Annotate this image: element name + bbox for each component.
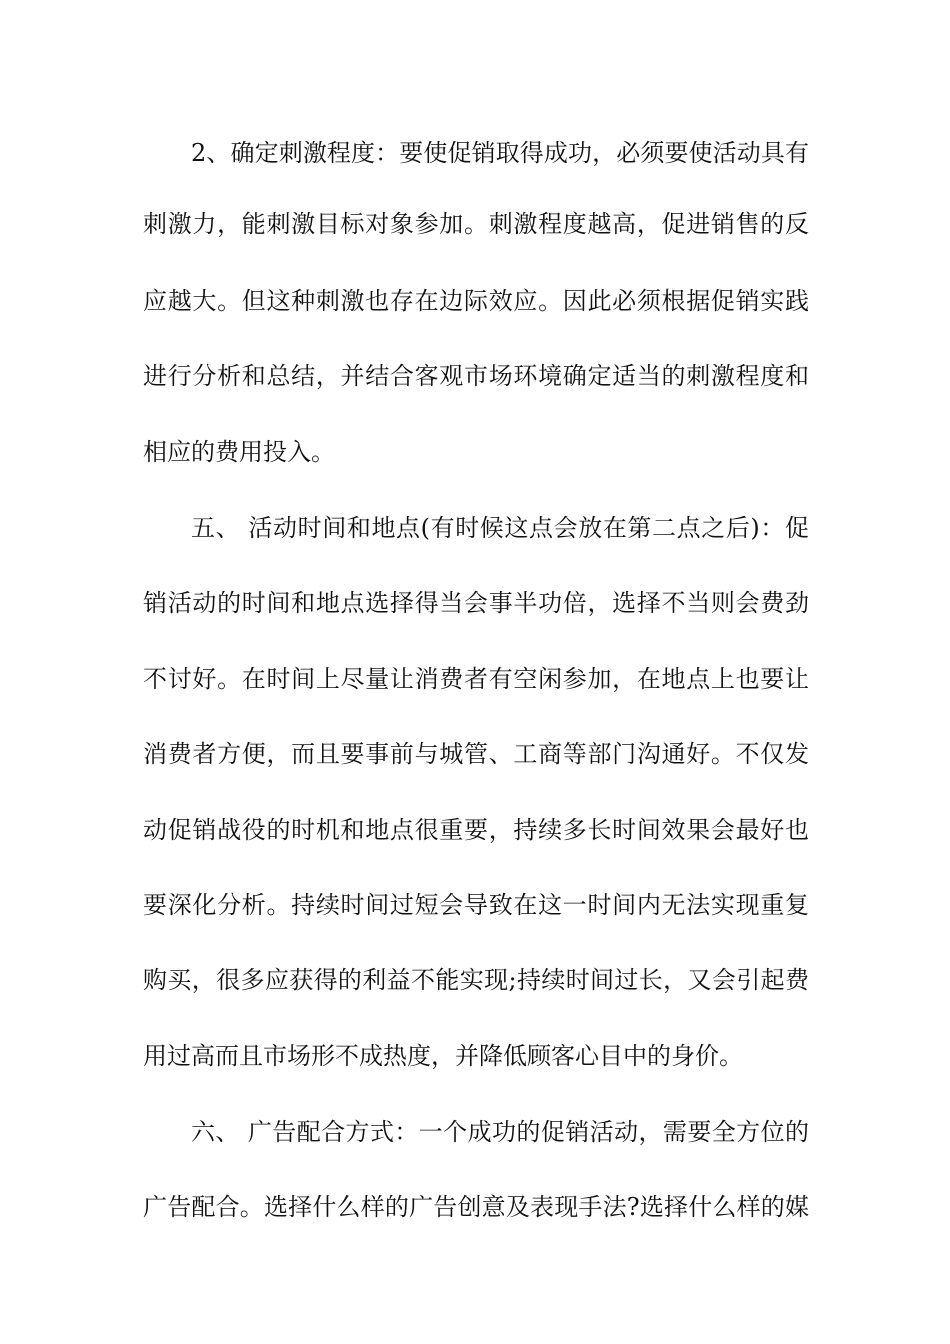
paragraph-2-line-1: 五、 活动时间和地点(有时候这点会放在第二点之后)：促 — [191, 514, 809, 542]
paragraph-3-line-2: 广告配合。选择什么样的广告创意及表现手法?选择什么样的媒 — [143, 1193, 809, 1221]
paragraph-2-line-8: 用过高而且市场形不成热度，并降低顾客心目中的身价。 — [143, 1042, 743, 1070]
paragraph-1-line-1: 2、确定刺激程度：要使促销取得成功，必须要使活动具有 — [191, 139, 809, 167]
paragraph-1-line-5: 相应的费用投入。 — [143, 438, 335, 466]
paragraph-2-line-6: 要深化分析。持续时间过短会导致在这一时间内无法实现重复 — [143, 891, 809, 919]
paragraph-1-line-4: 进行分析和总结，并结合客观市场环境确定适当的刺激程度和 — [143, 362, 809, 390]
paragraph-1-line-2: 刺激力，能刺激目标对象参加。刺激程度越高，促进销售的反 — [143, 210, 809, 238]
paragraph-2-line-4: 消费者方便，而且要事前与城管、工商等部门沟通好。不仅发 — [143, 740, 809, 768]
paragraph-2-line-2: 销活动的时间和地点选择得当会事半功倍，选择不当则会费劲 — [143, 589, 809, 617]
paragraph-2-line-7: 购买，很多应获得的利益不能实现;持续时间过长，又会引起费 — [143, 966, 809, 994]
paragraph-3-line-1: 六、 广告配合方式：一个成功的促销活动，需要全方位的 — [191, 1118, 809, 1146]
paragraph-1-line-3: 应越大。但这种刺激也存在边际效应。因此必须根据促销实践 — [143, 287, 809, 315]
paragraph-2-line-5: 动促销战役的时机和地点很重要，持续多长时间效果会最好也 — [143, 816, 809, 844]
paragraph-2-line-3: 不讨好。在时间上尽量让消费者有空闲参加，在地点上也要让 — [143, 665, 809, 693]
